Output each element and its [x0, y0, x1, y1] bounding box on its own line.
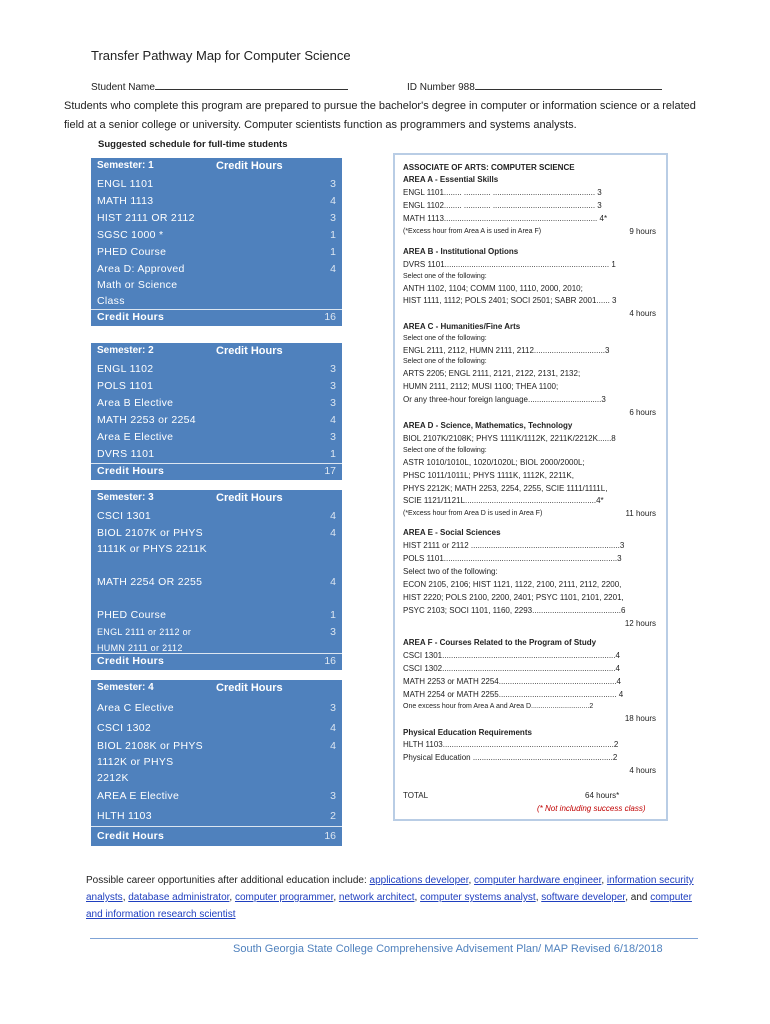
course-row	[91, 176, 342, 193]
course-name: MATH 1113	[91, 193, 207, 210]
area-f-line: CSCI 1302..............................................................................4	[403, 664, 620, 673]
area-c-title: AREA C - Humanities/Fine Arts	[403, 322, 521, 331]
area-c-hours: 6 hours	[629, 408, 656, 417]
total-label: Credit Hours	[91, 463, 207, 480]
footer-text: South Georgia State College Comprehensive Advisement Plan/ MAP Revised 6/18/2018	[233, 943, 663, 955]
course-row	[91, 525, 342, 574]
course-hours: 1	[211, 607, 342, 624]
course-hours: 3	[211, 698, 342, 718]
course-name: DVRS 1101	[91, 446, 207, 463]
pe-line: HLTH 1103.............................................................................2	[403, 740, 619, 749]
course-name: POLS 1101	[91, 378, 207, 395]
area-b-line: ANTH 1102, 1104; COMM 1100, 1110, 2000, 2010;	[403, 284, 583, 293]
course-hours: 4	[211, 738, 342, 786]
course-row	[91, 508, 342, 525]
course-name: ENGL 1102	[91, 361, 207, 378]
pe-title: Physical Education Requirements	[403, 728, 532, 737]
areas-heading: ASSOCIATE OF ARTS: COMPUTER SCIENCE	[403, 163, 575, 172]
area-c-line: ARTS 2205; ENGL 2111, 2121, 2122, 2131, 2132;	[403, 369, 581, 378]
course-name: CSCI 1302	[91, 718, 207, 738]
credit-hours-header: Credit Hours	[216, 345, 283, 357]
course-hours: 4	[211, 718, 342, 738]
area-f-line: MATH 2254 or MATH 2255..................................................... 4	[403, 690, 624, 699]
course-name: BIOL 2107K or PHYS 1111K or PHYS 2211K	[91, 525, 207, 574]
course-row	[91, 446, 342, 463]
course-hours: 3	[211, 786, 342, 806]
course-row	[91, 412, 342, 429]
course-row	[91, 738, 342, 786]
semester-total-row	[91, 309, 342, 326]
semester-box	[91, 490, 342, 670]
credit-hours-header: Credit Hours	[216, 492, 283, 504]
semester-name: Semester: 2	[97, 345, 154, 356]
total-hours: 16	[211, 653, 342, 670]
course-hours: 1	[211, 227, 342, 244]
area-f-title: AREA F - Courses Related to the Program of Study	[403, 638, 597, 647]
course-name: PHED Course	[91, 607, 207, 624]
area-d-line: SCIE 1121/1121L...........................................................4*	[403, 496, 604, 505]
semester-name: Semester: 4	[97, 682, 154, 693]
area-d-line: BIOL 2107K/2108K; PHYS 1111K/1112K, 2211K/2212K......8	[403, 434, 616, 443]
semester-box	[91, 158, 342, 326]
course-hours: 3	[211, 361, 342, 378]
course-name: ENGL 2111 or 2112 or HUMN 2111 or 2112	[91, 624, 207, 653]
course-name: Area B Elective	[91, 395, 207, 412]
semester-header	[91, 680, 342, 696]
course-hours: 4	[211, 574, 342, 607]
course-row	[91, 261, 342, 309]
semester-header	[91, 490, 342, 506]
semester-box	[91, 680, 342, 846]
area-b-title: AREA B - Institutional Options	[403, 247, 519, 256]
career-link[interactable]: software developer	[541, 892, 626, 903]
course-row	[91, 607, 342, 624]
area-e-select: Select two of the following:	[403, 567, 498, 576]
area-a-line: ENGL 1101........ ............ .............................................. 3	[403, 188, 602, 197]
course-hours: 3	[211, 378, 342, 395]
course-name: BIOL 2108K or PHYS 1112K or PHYS 2212K	[91, 738, 207, 786]
course-row	[91, 378, 342, 395]
page-title: Transfer Pathway Map for Computer Science	[91, 48, 351, 63]
career-lead: Possible career opportunities after additional education include:	[86, 875, 370, 886]
student-name-field[interactable]	[91, 79, 348, 93]
area-d-title: AREA D - Science, Mathematics, Technology	[403, 421, 573, 430]
area-d-hours: 11 hours	[625, 509, 656, 518]
row-divider	[91, 309, 342, 310]
credit-hours-header: Credit Hours	[216, 160, 283, 172]
career-link[interactable]: database administrator	[128, 892, 230, 903]
total-label: Credit Hours	[91, 653, 207, 670]
total-hours: 16	[211, 309, 342, 326]
area-e-hours: 12 hours	[624, 619, 656, 628]
course-hours: 3	[211, 395, 342, 412]
pe-hours: 4 hours	[629, 766, 656, 775]
row-divider	[91, 653, 342, 654]
intro-paragraph: Students who complete this program are prepared to pursue the bachelor's degree in computer or information science or a related field at a senior college or university. Computer scientists function as programmers and systems analysts.	[64, 100, 696, 131]
course-name: AREA E Elective	[91, 786, 207, 806]
area-b-select: Select one of the following:	[403, 273, 487, 280]
course-hours: 3	[211, 624, 342, 653]
course-name: Area E Elective	[91, 429, 207, 446]
footer-rule	[90, 938, 698, 939]
area-a-line: MATH 1113..................................................................... 4*	[403, 214, 608, 223]
row-divider	[91, 463, 342, 464]
area-c-select: Select one of the following:	[403, 358, 487, 365]
semester-name: Semester: 1	[97, 160, 154, 171]
area-e-title: AREA E - Social Sciences	[403, 528, 501, 537]
id-number-field[interactable]	[407, 79, 662, 93]
career-link[interactable]: computer programmer	[234, 892, 334, 903]
semester-name: Semester: 3	[97, 492, 154, 503]
area-d-note: (*Excess hour from Area D is used in Area F)	[403, 510, 543, 517]
semester-total-row	[91, 653, 342, 670]
course-hours: 4	[211, 261, 342, 309]
career-link[interactable]: network architect	[338, 892, 415, 903]
course-name: Area C Elective	[91, 698, 207, 718]
student-name-line	[155, 79, 348, 90]
course-row	[91, 361, 342, 378]
area-c-select: Select one of the following:	[403, 335, 487, 342]
course-hours: 4	[211, 193, 342, 210]
career-link[interactable]: computer systems analyst	[420, 892, 536, 903]
area-f-line: CSCI 1301..............................................................................4	[403, 651, 620, 660]
course-row	[91, 698, 342, 718]
course-hours: 3	[211, 176, 342, 193]
area-a-title: AREA A - Essential Skills	[403, 175, 499, 184]
area-f-hours: 18 hours	[624, 714, 656, 723]
id-number-label: ID Number 988	[407, 82, 475, 93]
course-name: MATH 2253 or 2254	[91, 412, 207, 429]
area-f-line: MATH 2253 or MATH 2254.....................................................4	[403, 677, 621, 686]
course-name: Area D: Approved Math or Science Class	[91, 261, 207, 309]
semester-header	[91, 158, 342, 174]
schedule-caption: Suggested schedule for full-time students	[98, 139, 288, 150]
semester-total-row	[91, 826, 342, 846]
course-row	[91, 718, 342, 738]
semester-box	[91, 343, 342, 480]
area-a-line: ENGL 1102........ ............ .............................................. 3	[403, 201, 602, 210]
career-link[interactable]: computer hardware engineer	[474, 875, 602, 886]
career-link[interactable]: computer and information research scientist	[86, 892, 692, 920]
course-row	[91, 227, 342, 244]
area-b-line: HIST 1111, 1112; POLS 2401; SOCI 2501; SABR 2001...... 3	[403, 296, 617, 305]
course-hours: 4	[211, 508, 342, 525]
course-row	[91, 193, 342, 210]
pe-line: Physical Education ...............................................................2	[403, 753, 618, 762]
total-label: Credit Hours	[91, 309, 207, 326]
semester-total-row	[91, 463, 342, 480]
area-a-hours: 9 hours	[629, 227, 656, 236]
course-hours: 4	[211, 412, 342, 429]
career-paragraph: Possible career opportunities after additional education include: applications developer, computer hardware engineer, information security analysts, database administrator, computer programmer, network architect, computer systems analyst, software developer, and computer and information research scientist	[86, 875, 694, 920]
area-e-line: HIST 2111 or 2112 ...................................................................3	[403, 541, 625, 550]
area-d-select: Select one of the following:	[403, 447, 487, 454]
semester-header	[91, 343, 342, 359]
area-c-line: Or any three-hour foreign language.................................3	[403, 395, 606, 404]
student-name-label: Student Name	[91, 82, 155, 93]
course-name: SGSC 1000 *	[91, 227, 207, 244]
course-row	[91, 574, 342, 607]
area-d-line: PHSC 1011/1011L; PHYS 1111K, 1112K, 2211K,	[403, 471, 574, 480]
course-name: MATH 2254 OR 2255	[91, 574, 207, 607]
area-d-line: ASTR 1010/1010L, 1020/1020L; BIOL 2000/2000L;	[403, 458, 585, 467]
course-row	[91, 806, 342, 826]
total-label: Credit Hours	[91, 826, 207, 846]
area-e-line: ECON 2105, 2106; HIST 1121, 1122, 2100, 2111, 2112, 2200,	[403, 580, 622, 589]
total-label: TOTAL	[403, 791, 429, 800]
career-and: and	[630, 892, 651, 903]
total-value: 64 hours*	[585, 791, 620, 800]
course-row	[91, 395, 342, 412]
total-hours: 17	[211, 463, 342, 480]
area-b-line: DVRS 1101.......................................................................... 1	[403, 260, 616, 269]
area-d-line: PHYS 2212K; MATH 2253, 2254, 2255, SCIE 1111/1111L,	[403, 484, 608, 493]
id-number-line	[475, 79, 662, 90]
course-name: PHED Course	[91, 244, 207, 261]
course-hours: 4	[211, 525, 342, 574]
area-requirements-panel	[393, 153, 668, 821]
course-hours: 2	[211, 806, 342, 826]
course-row	[91, 429, 342, 446]
course-hours: 1	[211, 244, 342, 261]
career-link[interactable]: applications developer	[369, 875, 469, 886]
course-hours: 3	[211, 210, 342, 227]
area-e-line: POLS 1101..............................................................................3	[403, 554, 622, 563]
course-name: HLTH 1103	[91, 806, 207, 826]
course-row	[91, 210, 342, 227]
course-name: HIST 2111 OR 2112	[91, 210, 207, 227]
area-c-line: HUMN 2111, 2112; MUSI 1100; THEA 1100;	[403, 382, 559, 391]
career-link[interactable]: information security analysts	[86, 875, 694, 903]
credit-hours-header: Credit Hours	[216, 682, 283, 694]
area-e-line: HIST 2220; POLS 2100, 2200, 2401; PSYC 1101, 2101, 2201,	[403, 593, 624, 602]
area-b-hours: 4 hours	[629, 309, 656, 318]
course-name: CSCI 1301	[91, 508, 207, 525]
area-a-note: (*Excess hour from Area A is used in Area F)	[403, 228, 542, 235]
course-hours: 3	[211, 429, 342, 446]
course-name: ENGL 1101	[91, 176, 207, 193]
course-hours: 1	[211, 446, 342, 463]
area-e-line: PSYC 2103; SOCI 1101, 1160, 2293........................................6	[403, 606, 626, 615]
course-row	[91, 244, 342, 261]
total-note: (* Not including success class)	[537, 804, 646, 813]
course-row	[91, 786, 342, 806]
row-divider	[91, 826, 342, 827]
total-hours: 16	[211, 826, 342, 846]
area-c-line: ENGL 2111, 2112, HUMN 2111, 2112................................3	[403, 346, 610, 355]
area-f-line: One excess hour from Area A and Area D..............................2	[403, 703, 594, 710]
course-row	[91, 624, 342, 653]
